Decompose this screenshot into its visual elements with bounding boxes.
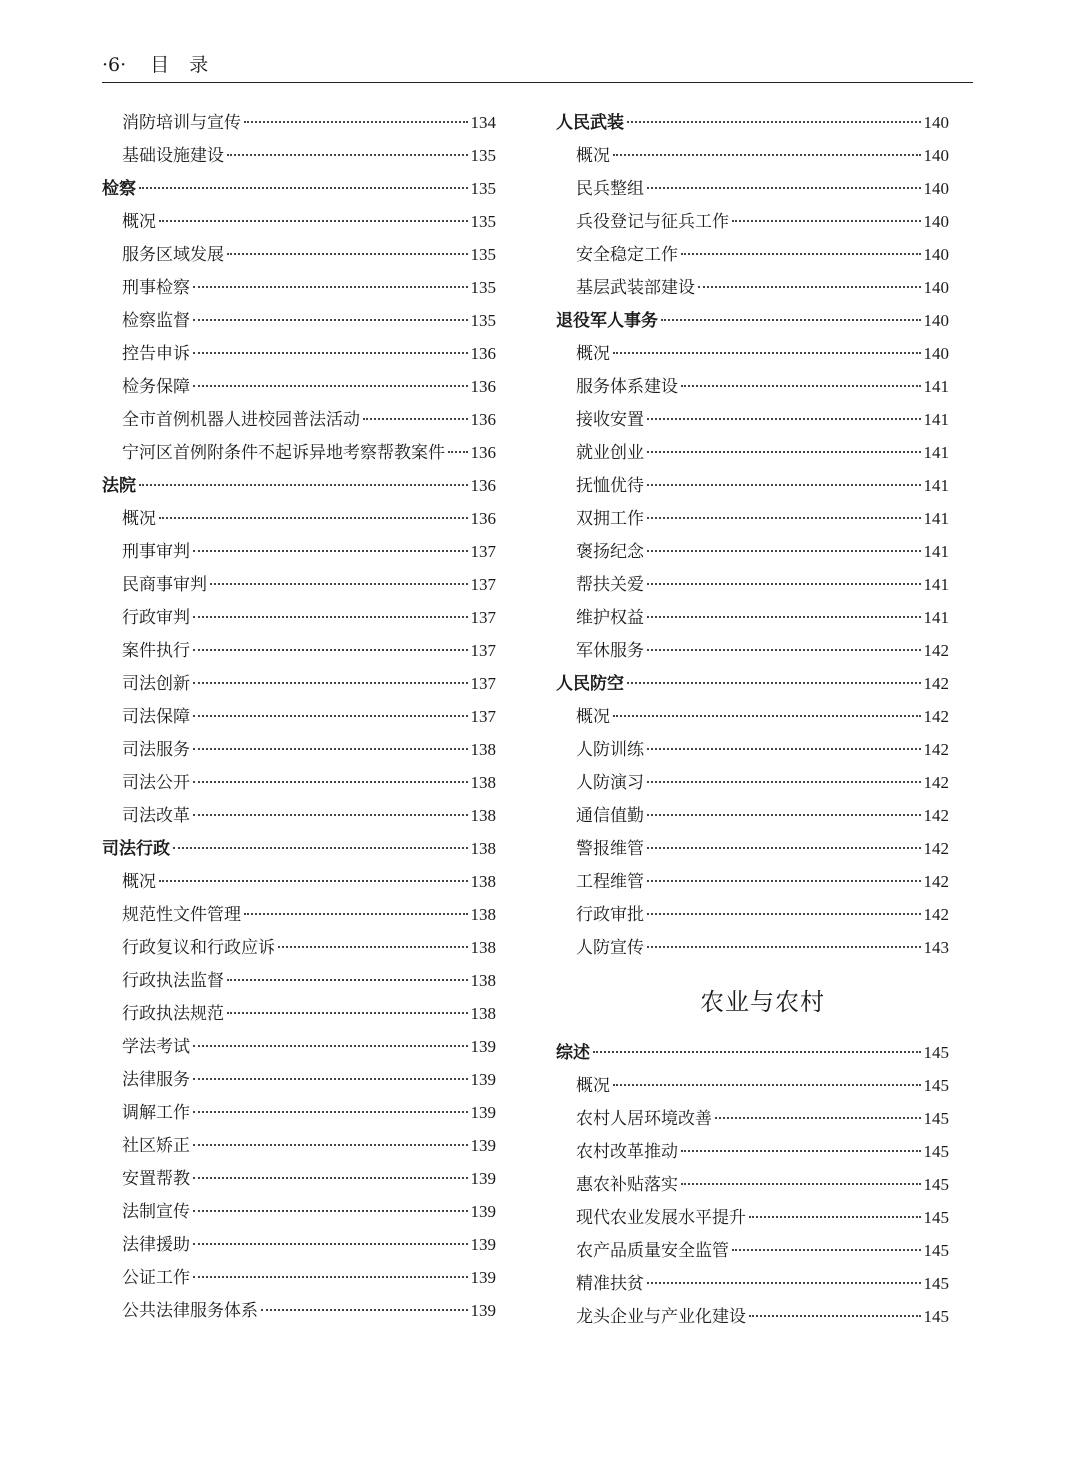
toc-entry-page: 137: [470, 707, 496, 726]
toc-entry-label: 双拥工作: [576, 509, 644, 529]
toc-entry-page: 136: [470, 509, 496, 528]
dot-leader: [647, 187, 921, 189]
dot-leader: [227, 253, 468, 255]
toc-entry-page: 142: [923, 773, 949, 792]
dot-leader: [647, 550, 921, 552]
toc-entry-page: 135: [470, 179, 496, 198]
toc-entry-page: 138: [470, 872, 496, 891]
toc-entry-label: 司法公开: [122, 773, 190, 793]
toc-entry[interactable]: [556, 535, 949, 568]
toc-entry-page: 140: [923, 311, 949, 330]
dot-leader: [647, 781, 921, 783]
toc-entry[interactable]: [102, 898, 496, 931]
toc-entry[interactable]: [102, 1162, 496, 1195]
dot-leader: [159, 880, 468, 882]
toc-entry-page: 135: [470, 212, 496, 231]
toc-entry[interactable]: [556, 172, 949, 205]
toc-entry[interactable]: [556, 469, 949, 502]
toc-entry-page: 137: [470, 608, 496, 627]
toc-entry-label: 检务保障: [122, 377, 190, 397]
dot-leader: [698, 286, 921, 288]
toc-section-entry[interactable]: [102, 469, 496, 502]
toc-entry[interactable]: [102, 799, 496, 832]
toc-entry-page: 141: [923, 509, 949, 528]
toc-entry-label: 刑事审判: [122, 542, 190, 562]
dot-leader: [193, 352, 468, 354]
toc-entry-page: 145: [923, 1076, 949, 1095]
toc-entry[interactable]: [556, 1102, 949, 1135]
toc-right-top-group: [556, 106, 949, 964]
toc-entry-page: 142: [923, 872, 949, 891]
toc-entry-page: 141: [923, 575, 949, 594]
toc-entry-page: 138: [470, 740, 496, 759]
toc-section-entry[interactable]: [102, 172, 496, 205]
toc-entry[interactable]: [102, 205, 496, 238]
toc-entry-page: 139: [470, 1301, 496, 1320]
toc-entry-label: 刑事检察: [122, 278, 190, 298]
dot-leader: [193, 1045, 468, 1047]
toc-entry-label: 概况: [576, 344, 610, 364]
toc-entry-label: 维护权益: [576, 608, 644, 628]
dot-leader: [173, 847, 468, 849]
toc-entry-label: 农产品质量安全监管: [576, 1241, 729, 1261]
toc-entry[interactable]: [102, 667, 496, 700]
dot-leader: [681, 253, 921, 255]
toc-entry[interactable]: [102, 238, 496, 271]
toc-entry-page: 137: [470, 641, 496, 660]
toc-entry-label: 消防培训与宣传: [122, 113, 241, 133]
toc-entry[interactable]: [556, 832, 949, 865]
toc-entry[interactable]: [556, 139, 949, 172]
toc-entry-label: 褒扬纪念: [576, 542, 644, 562]
toc-entry-label: 服务体系建设: [576, 377, 678, 397]
toc-entry-label: 检察: [102, 179, 136, 199]
toc-entry[interactable]: [102, 997, 496, 1030]
toc-entry-label: 安全稳定工作: [576, 245, 678, 265]
toc-entry-page: 134: [470, 113, 496, 132]
toc-entry-page: 142: [923, 905, 949, 924]
running-header: [102, 50, 972, 80]
toc-entry-page: 135: [470, 278, 496, 297]
toc-entry-page: 145: [923, 1241, 949, 1260]
toc-entry-page: 143: [923, 938, 949, 957]
dot-leader: [193, 1276, 468, 1278]
dot-leader: [193, 550, 468, 552]
dot-leader: [647, 946, 921, 948]
toc-entry-page: 138: [470, 806, 496, 825]
toc-left-column: [102, 106, 496, 1327]
toc-entry-label: 人民武装: [556, 113, 624, 133]
toc-section-entry[interactable]: [556, 667, 949, 700]
toc-entry-page: 136: [470, 443, 496, 462]
toc-entry-page: 135: [470, 146, 496, 165]
toc-entry-label: 现代农业发展水平提升: [576, 1208, 746, 1228]
toc-entry-page: 139: [470, 1235, 496, 1254]
toc-entry[interactable]: [102, 304, 496, 337]
toc-entry-label: 宁河区首例附条件不起诉异地考察帮教案件: [122, 443, 445, 463]
toc-right-bottom-group: [556, 1036, 949, 1333]
toc-entry[interactable]: [102, 502, 496, 535]
toc-entry-label: 人防训练: [576, 740, 644, 760]
toc-entry-label: 法院: [102, 476, 136, 496]
toc-entry-page: 139: [470, 1070, 496, 1089]
dot-leader: [681, 1183, 921, 1185]
toc-entry[interactable]: [556, 568, 949, 601]
dot-leader: [627, 682, 921, 684]
header-rule: [102, 82, 973, 83]
toc-entry[interactable]: [556, 403, 949, 436]
toc-entry-page: 140: [923, 179, 949, 198]
toc-entry-label: 案件执行: [122, 641, 190, 661]
toc-entry-page: 140: [923, 245, 949, 264]
toc-entry[interactable]: [102, 1261, 496, 1294]
toc-entry-page: 145: [923, 1307, 949, 1326]
toc-entry-label: 社区矫正: [122, 1136, 190, 1156]
toc-entry-label: 概况: [122, 509, 156, 529]
dot-leader: [193, 1111, 468, 1113]
toc-entry-label: 通信值勤: [576, 806, 644, 826]
dot-leader: [193, 814, 468, 816]
toc-entry-label: 工程维管: [576, 872, 644, 892]
toc-entry[interactable]: [556, 502, 949, 535]
toc-entry[interactable]: [102, 1228, 496, 1261]
dot-leader: [749, 1216, 921, 1218]
dot-leader: [261, 1309, 468, 1311]
toc-entry-page: 140: [923, 113, 949, 132]
toc-entry-label: 行政执法规范: [122, 1004, 224, 1024]
toc-entry-page: 137: [470, 542, 496, 561]
toc-entry-page: 138: [470, 905, 496, 924]
dot-leader: [193, 715, 468, 717]
toc-entry[interactable]: [556, 1234, 949, 1267]
dot-leader: [732, 220, 921, 222]
toc-entry-label: 司法保障: [122, 707, 190, 727]
dot-leader: [647, 583, 921, 585]
toc-entry-label: 人防宣传: [576, 938, 644, 958]
toc-entry-label: 司法服务: [122, 740, 190, 760]
toc-entry-page: 138: [470, 1004, 496, 1023]
dot-leader: [732, 1249, 921, 1251]
dot-leader: [193, 682, 468, 684]
toc-entry-page: 139: [470, 1202, 496, 1221]
toc-entry[interactable]: [556, 370, 949, 403]
toc-entry-page: 140: [923, 278, 949, 297]
toc-entry-label: 公共法律服务体系: [122, 1301, 258, 1321]
toc-entry-page: 135: [470, 311, 496, 330]
toc-entry-page: 145: [923, 1208, 949, 1227]
toc-entry[interactable]: [102, 337, 496, 370]
toc-entry-page: 138: [470, 773, 496, 792]
dot-leader: [613, 352, 921, 354]
toc-entry-label: 民商事审判: [122, 575, 207, 595]
toc-entry-page: 141: [923, 476, 949, 495]
toc-entry-label: 行政审批: [576, 905, 644, 925]
dot-leader: [244, 121, 468, 123]
toc-entry[interactable]: [556, 1267, 949, 1300]
toc-entry-page: 141: [923, 443, 949, 462]
toc-section-entry[interactable]: [102, 832, 496, 865]
toc-entry[interactable]: [102, 1063, 496, 1096]
dot-leader: [159, 517, 468, 519]
toc-entry-label: 基层武装部建设: [576, 278, 695, 298]
toc-entry-page: 136: [470, 377, 496, 396]
toc-entry-label: 全市首例机器人进校园普法活动: [122, 410, 360, 430]
toc-entry-label: 兵役登记与征兵工作: [576, 212, 729, 232]
toc-entry-label: 退役军人事务: [556, 311, 658, 331]
toc-entry-page: 139: [470, 1037, 496, 1056]
toc-entry-label: 法律服务: [122, 1070, 190, 1090]
dot-leader: [448, 451, 468, 453]
dot-leader: [647, 847, 921, 849]
toc-entry[interactable]: [102, 436, 496, 469]
toc-entry[interactable]: [556, 436, 949, 469]
toc-entry[interactable]: [102, 865, 496, 898]
toc-entry-label: 安置帮教: [122, 1169, 190, 1189]
toc-entry[interactable]: [556, 634, 949, 667]
toc-entry-page: 137: [470, 674, 496, 693]
dot-leader: [627, 121, 921, 123]
dot-leader: [227, 154, 468, 156]
toc-entry-page: 145: [923, 1109, 949, 1128]
toc-entry-label: 行政审判: [122, 608, 190, 628]
toc-entry-label: 司法创新: [122, 674, 190, 694]
toc-entry[interactable]: [556, 1135, 949, 1168]
toc-entry-page: 139: [470, 1169, 496, 1188]
dot-leader: [681, 385, 921, 387]
toc-entry-label: 精准扶贫: [576, 1274, 644, 1294]
toc-entry[interactable]: [102, 568, 496, 601]
toc-entry[interactable]: [102, 700, 496, 733]
dot-leader: [681, 1150, 921, 1152]
toc-entry-label: 概况: [576, 146, 610, 166]
toc-entry[interactable]: [102, 1129, 496, 1162]
toc-entry[interactable]: [102, 106, 496, 139]
dot-leader: [593, 1051, 921, 1053]
toc-entry-label: 概况: [122, 872, 156, 892]
toc-entry[interactable]: [556, 205, 949, 238]
dot-leader: [647, 880, 921, 882]
toc-entry-label: 就业创业: [576, 443, 644, 463]
dot-leader: [647, 1282, 921, 1284]
toc-entry-label: 司法行政: [102, 839, 170, 859]
toc-entry-label: 农村人居环境改善: [576, 1109, 712, 1129]
dot-leader: [244, 913, 468, 915]
toc-entry-label: 民兵整组: [576, 179, 644, 199]
dot-leader: [647, 814, 921, 816]
dot-leader: [193, 1243, 468, 1245]
dot-leader: [210, 583, 468, 585]
toc-entry-page: 141: [923, 542, 949, 561]
toc-entry[interactable]: [102, 931, 496, 964]
toc-entry-label: 人防演习: [576, 773, 644, 793]
toc-entry[interactable]: [102, 601, 496, 634]
toc-entry-page: 145: [923, 1175, 949, 1194]
toc-entry-label: 军休服务: [576, 641, 644, 661]
toc-entry-page: 140: [923, 344, 949, 363]
toc-entry-label: 抚恤优待: [576, 476, 644, 496]
toc-entry[interactable]: [102, 1294, 496, 1327]
dot-leader: [227, 1012, 468, 1014]
toc-entry-page: 145: [923, 1142, 949, 1161]
toc-entry[interactable]: [556, 799, 949, 832]
toc-entry-page: 141: [923, 608, 949, 627]
dot-leader: [193, 781, 468, 783]
toc-entry-label: 警报维管: [576, 839, 644, 859]
dot-leader: [749, 1315, 921, 1317]
toc-entry[interactable]: [556, 1069, 949, 1102]
toc-entry-page: 145: [923, 1043, 949, 1062]
toc-entry-page: 138: [470, 971, 496, 990]
dot-leader: [193, 319, 468, 321]
toc-entry[interactable]: [102, 271, 496, 304]
toc-entry[interactable]: [556, 898, 949, 931]
dot-leader: [193, 1078, 468, 1080]
toc-entry-page: 137: [470, 575, 496, 594]
toc-entry[interactable]: [102, 964, 496, 997]
dot-leader: [193, 1144, 468, 1146]
dot-leader: [193, 1210, 468, 1212]
toc-entry[interactable]: [556, 601, 949, 634]
toc-entry-page: 141: [923, 410, 949, 429]
dot-leader: [193, 1177, 468, 1179]
toc-entry-page: 136: [470, 476, 496, 495]
toc-entry[interactable]: [556, 865, 949, 898]
toc-entry-page: 142: [923, 641, 949, 660]
toc-entry[interactable]: [556, 700, 949, 733]
dot-leader: [647, 913, 921, 915]
toc-entry-label: 规范性文件管理: [122, 905, 241, 925]
toc-entry-label: 农村改革推动: [576, 1142, 678, 1162]
toc-entry-label: 检察监督: [122, 311, 190, 331]
toc-entry-page: 142: [923, 806, 949, 825]
dot-leader: [647, 484, 921, 486]
dot-leader: [227, 979, 468, 981]
page-number-marker: ·6·: [102, 54, 127, 76]
toc-entry[interactable]: [556, 1300, 949, 1333]
toc-entry-label: 概况: [122, 212, 156, 232]
dot-leader: [647, 616, 921, 618]
toc-entry-page: 145: [923, 1274, 949, 1293]
toc-entry[interactable]: [556, 1168, 949, 1201]
dot-leader: [193, 385, 468, 387]
toc-entry-label: 基础设施建设: [122, 146, 224, 166]
dot-leader: [647, 748, 921, 750]
toc-entry[interactable]: [102, 370, 496, 403]
section-heading: 农业与农村: [700, 988, 825, 1016]
dot-leader: [139, 187, 468, 189]
toc-entry[interactable]: [556, 931, 949, 964]
toc-entry[interactable]: [556, 1201, 949, 1234]
toc-entry[interactable]: [556, 733, 949, 766]
toc-entry[interactable]: [102, 1195, 496, 1228]
toc-section-entry[interactable]: [556, 304, 949, 337]
dot-leader: [647, 418, 921, 420]
toc-entry[interactable]: [102, 1096, 496, 1129]
dot-leader: [613, 1084, 921, 1086]
toc-entry-page: 138: [470, 839, 496, 858]
toc-entry[interactable]: [102, 766, 496, 799]
toc-entry-label: 法律援助: [122, 1235, 190, 1255]
toc-entry-page: 140: [923, 212, 949, 231]
toc-entry-label: 龙头企业与产业化建设: [576, 1307, 746, 1327]
toc-entry-label: 行政执法监督: [122, 971, 224, 991]
toc-entry[interactable]: [102, 1030, 496, 1063]
toc-entry[interactable]: [102, 535, 496, 568]
toc-entry-label: 概况: [576, 1076, 610, 1096]
dot-leader: [193, 649, 468, 651]
toc-section-entry[interactable]: [556, 1036, 949, 1069]
dot-leader: [647, 649, 921, 651]
toc-section-entry[interactable]: [556, 106, 949, 139]
dot-leader: [193, 616, 468, 618]
toc-entry-page: 135: [470, 245, 496, 264]
dot-leader: [715, 1117, 921, 1119]
dot-leader: [661, 319, 921, 321]
toc-entry-label: 概况: [576, 707, 610, 727]
toc-entry-page: 139: [470, 1268, 496, 1287]
dot-leader: [613, 715, 921, 717]
toc-entry-label: 综述: [556, 1043, 590, 1063]
toc-entry[interactable]: [556, 238, 949, 271]
toc-entry-page: 136: [470, 344, 496, 363]
dot-leader: [139, 484, 468, 486]
toc-entry-label: 法制宣传: [122, 1202, 190, 1222]
dot-leader: [193, 748, 468, 750]
toc-entry-label: 行政复议和行政应诉: [122, 938, 275, 958]
toc-entry[interactable]: [102, 139, 496, 172]
toc-entry-page: 136: [470, 410, 496, 429]
toc-entry-label: 学法考试: [122, 1037, 190, 1057]
dot-leader: [363, 418, 468, 420]
toc-entry-label: 人民防空: [556, 674, 624, 694]
toc-entry-label: 服务区域发展: [122, 245, 224, 265]
dot-leader: [647, 451, 921, 453]
dot-leader: [613, 154, 921, 156]
toc-entry-label: 控告申诉: [122, 344, 190, 364]
toc-entry[interactable]: [102, 733, 496, 766]
toc-entry[interactable]: [556, 271, 949, 304]
header-title: 目录: [150, 54, 229, 76]
toc-entry-page: 142: [923, 674, 949, 693]
toc-right-column: [556, 106, 949, 1333]
toc-entry[interactable]: [556, 337, 949, 370]
toc-entry-label: 惠农补贴落实: [576, 1175, 678, 1195]
dot-leader: [193, 286, 468, 288]
toc-entry[interactable]: [102, 634, 496, 667]
toc-entry[interactable]: [102, 403, 496, 436]
toc-entry-label: 接收安置: [576, 410, 644, 430]
toc-entry-page: 142: [923, 707, 949, 726]
toc-entry-page: 139: [470, 1103, 496, 1122]
dot-leader: [159, 220, 468, 222]
toc-entry-label: 公证工作: [122, 1268, 190, 1288]
toc-entry-label: 司法改革: [122, 806, 190, 826]
toc-entry[interactable]: [556, 766, 949, 799]
toc-entry-page: 139: [470, 1136, 496, 1155]
toc-entry-label: 调解工作: [122, 1103, 190, 1123]
toc-entry-page: 141: [923, 377, 949, 396]
toc-entry-page: 138: [470, 938, 496, 957]
toc-entry-label: 帮扶关爱: [576, 575, 644, 595]
toc-entry-page: 142: [923, 740, 949, 759]
toc-entry-page: 142: [923, 839, 949, 858]
dot-leader: [278, 946, 468, 948]
toc-entry-page: 140: [923, 146, 949, 165]
dot-leader: [647, 517, 921, 519]
